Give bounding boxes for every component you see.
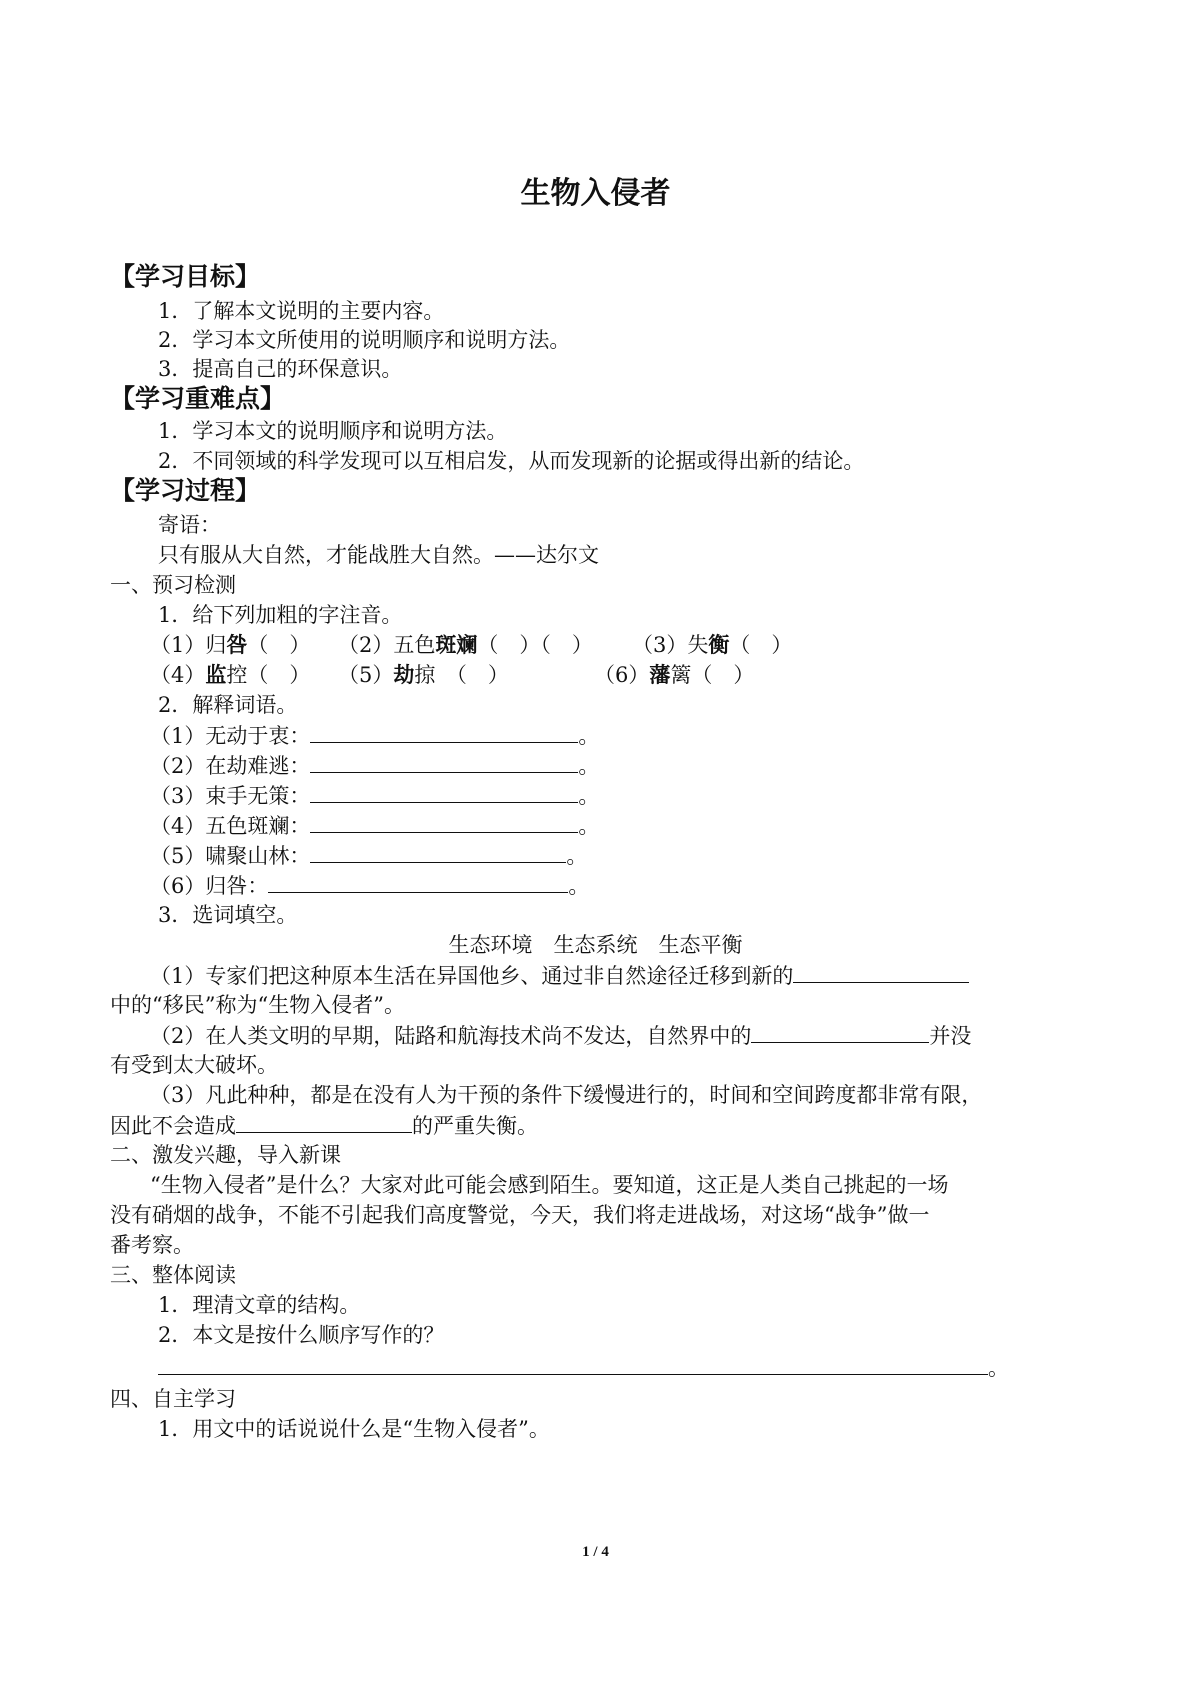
vocab-item: （3）束手无策： 。 [150, 780, 599, 811]
q2-label: 2．解释词语。 [158, 693, 298, 717]
pinyin-row-1b: （2）五色斑斓（ ）（ ） [338, 632, 593, 657]
fill-sentence-3: （3）凡此种种，都是在没有人为干预的条件下缓慢进行的，时间和空间跨度都非常有限， [150, 1083, 983, 1107]
pinyin-row-2c: （6）藩篱（ ） [594, 662, 755, 687]
q1-label: 1．给下列加粗的字注音。 [158, 603, 403, 627]
goal-item: 3．提高自己的环保意识。 [158, 357, 403, 381]
intro-paragraph-line: 番考察。 [110, 1233, 194, 1257]
word-options: 生态环境 生态系统 生态平衡 [448, 933, 743, 957]
answer-blank[interactable] [751, 1020, 929, 1043]
answer-blank[interactable] [310, 720, 578, 743]
bold-char: 衡 [708, 632, 730, 657]
bold-char: 斑斓 [435, 632, 478, 657]
section-heading-process: 【学习过程】 [110, 476, 261, 505]
bold-char: 藩 [649, 662, 671, 687]
self-study-q1: 1．用文中的话说说什么是“生物入侵者”。 [158, 1417, 550, 1441]
part2-heading: 二、激发兴趣，导入新课 [110, 1143, 341, 1167]
vocab-item: （6）归咎： 。 [150, 870, 589, 901]
intro-paragraph-line: 没有硝烟的战争，不能不引起我们高度警觉，今天，我们将走进战场，对这场“战争”做一 [110, 1203, 930, 1227]
vocab-item: （2）在劫难逃： 。 [150, 750, 599, 781]
pinyin-row-2: （4）监控（ ） [150, 662, 311, 687]
answer-blank[interactable] [793, 960, 969, 983]
q3-label: 3．选词填空。 [158, 903, 298, 927]
answer-blank[interactable] [268, 870, 568, 893]
bold-char: 咎 [226, 632, 248, 657]
answer-blank[interactable] [310, 840, 566, 863]
answer-blank[interactable] [310, 780, 578, 803]
vocab-item: （4）五色斑斓： 。 [150, 810, 599, 841]
pinyin-row-1: （1）归咎（ ） [150, 632, 311, 657]
motto-text: 只有服从大自然，才能战胜大自然。——达尔文 [158, 543, 599, 567]
part3-heading: 三、整体阅读 [110, 1263, 236, 1287]
pinyin-row-2b: （5）劫掠 （ ） [338, 662, 509, 687]
goal-item: 2．学习本文所使用的说明顺序和说明方法。 [158, 328, 571, 352]
answer-blank[interactable] [158, 1352, 988, 1375]
section-heading-goals: 【学习目标】 [110, 262, 261, 291]
reading-answer-line: 。 [158, 1352, 1009, 1383]
motto-label: 寄语： [158, 513, 221, 537]
reading-item: 1．理清文章的结构。 [158, 1293, 361, 1317]
pinyin-row-1c: （3）失衡（ ） [632, 632, 793, 657]
fill-sentence-2: （2）在人类文明的早期，陆路和航海技术尚不发达，自然界中的 并没 [150, 1020, 971, 1051]
reading-item: 2．本文是按什么顺序写作的？ [158, 1323, 445, 1347]
fill-sentence-2-cont: 有受到太大破坏。 [110, 1053, 278, 1077]
part4-heading: 四、自主学习 [110, 1387, 236, 1411]
answer-blank[interactable] [310, 750, 578, 773]
fill-sentence-3-cont: 因此不会造成 的严重失衡。 [110, 1110, 538, 1141]
intro-paragraph-line: “生物入侵者”是什么？大家对此可能会感到陌生。要知道，这正是人类自己挑起的一场 [150, 1173, 949, 1197]
vocab-item: （1）无动于衷： 。 [150, 720, 599, 751]
vocab-item: （5）啸聚山林： 。 [150, 840, 587, 871]
bold-char: 劫 [393, 662, 415, 687]
answer-blank[interactable] [310, 810, 578, 833]
section-heading-key-points: 【学习重难点】 [110, 384, 286, 413]
fill-sentence-1-cont: 中的“移民”称为“生物入侵者”。 [110, 993, 405, 1017]
page-title: 生物入侵者 [520, 176, 671, 211]
bold-char: 监 [205, 662, 227, 687]
goal-item: 1．了解本文说明的主要内容。 [158, 299, 445, 323]
part1-heading: 一、预习检测 [110, 573, 236, 597]
key-point-item: 1．学习本文的说明顺序和说明方法。 [158, 419, 508, 443]
page-number: 1 / 4 [582, 1544, 609, 1560]
fill-sentence-1: （1）专家们把这种原本生活在异国他乡、通过非自然途径迁移到新的 [150, 960, 969, 991]
answer-blank[interactable] [236, 1110, 412, 1133]
key-point-item: 2．不同领域的科学发现可以互相启发，从而发现新的论据或得出新的结论。 [158, 449, 865, 473]
